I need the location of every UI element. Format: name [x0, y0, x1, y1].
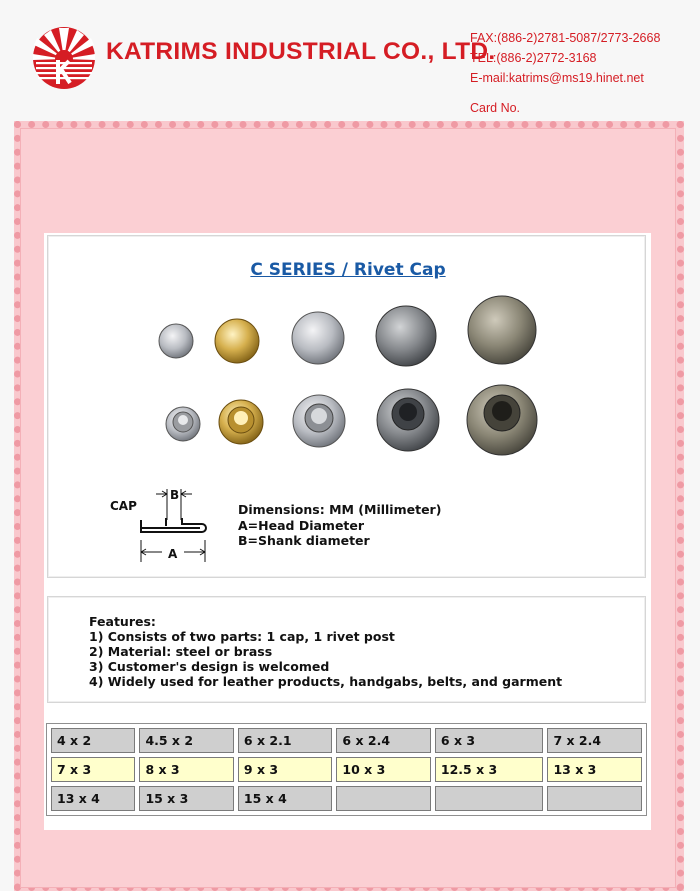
contact-info — [470, 28, 660, 88]
rivet-cap-diagram — [104, 484, 214, 564]
size-cell-empty — [336, 786, 430, 811]
size-table — [46, 723, 647, 816]
size-cell: 13 x 4 — [51, 786, 135, 811]
dimension-a-desc: A=Head Diameter — [238, 517, 365, 533]
feature-item: 1) Consists of two parts: 1 cap, 1 rivet post — [89, 629, 395, 644]
content-panel — [44, 233, 651, 830]
fax-number: FAX:(886-2)2781-5087/2773-2668 — [470, 31, 661, 45]
size-cell: 9 x 3 — [238, 757, 332, 782]
size-cell: 7 x 2.4 — [547, 728, 642, 753]
email-address: E-mail:katrims@ms19.hinet.net — [470, 71, 644, 85]
diagram-cap-label: CAP — [110, 499, 137, 513]
features-heading: Features: — [89, 614, 156, 629]
size-cell: 4.5 x 2 — [139, 728, 233, 753]
size-cell-empty — [435, 786, 544, 811]
size-cell: 13 x 3 — [547, 757, 642, 782]
size-row — [51, 757, 642, 782]
size-row — [51, 786, 642, 811]
dimension-b-desc: B=Shank diameter — [238, 533, 370, 548]
size-cell: 12.5 x 3 — [435, 757, 544, 782]
sunburst-k-logo-icon — [32, 26, 96, 90]
features-list — [89, 614, 562, 689]
dimensions-legend — [238, 502, 441, 549]
product-title[interactable]: C SERIES / Rivet Cap — [250, 260, 446, 280]
size-cell: 6 x 2.4 — [336, 728, 430, 753]
size-cell: 15 x 4 — [238, 786, 332, 811]
feature-item: 4) Widely used for leather products, handgabs, belts, and garment — [89, 674, 563, 689]
size-cell: 7 x 3 — [51, 757, 135, 782]
tel-number: TEL:(886-2)2772-3168 — [470, 51, 597, 65]
feature-item: 2) Material: steel or brass — [89, 644, 273, 659]
dimensions-unit: Dimensions: MM (Millimeter) — [238, 502, 442, 517]
size-cell-empty — [547, 786, 642, 811]
company-name: KATRIMS INDUSTRIAL CO., LTD. — [106, 38, 496, 65]
feature-item: 3) Customer's design is welcomed — [89, 659, 330, 674]
letterhead — [0, 0, 700, 122]
product-box — [47, 235, 646, 578]
size-cell: 4 x 2 — [51, 728, 135, 753]
rivet-cap-photo — [148, 294, 548, 468]
size-row — [51, 728, 642, 753]
diagram-b-label: B — [170, 488, 180, 502]
size-cell: 6 x 3 — [435, 728, 544, 753]
diagram-a-label: A — [168, 547, 178, 561]
size-cell: 10 x 3 — [336, 757, 430, 782]
size-cell: 8 x 3 — [139, 757, 233, 782]
card-number-label: Card No. — [470, 101, 521, 115]
size-cell: 6 x 2.1 — [238, 728, 332, 753]
size-cell: 15 x 3 — [139, 786, 233, 811]
